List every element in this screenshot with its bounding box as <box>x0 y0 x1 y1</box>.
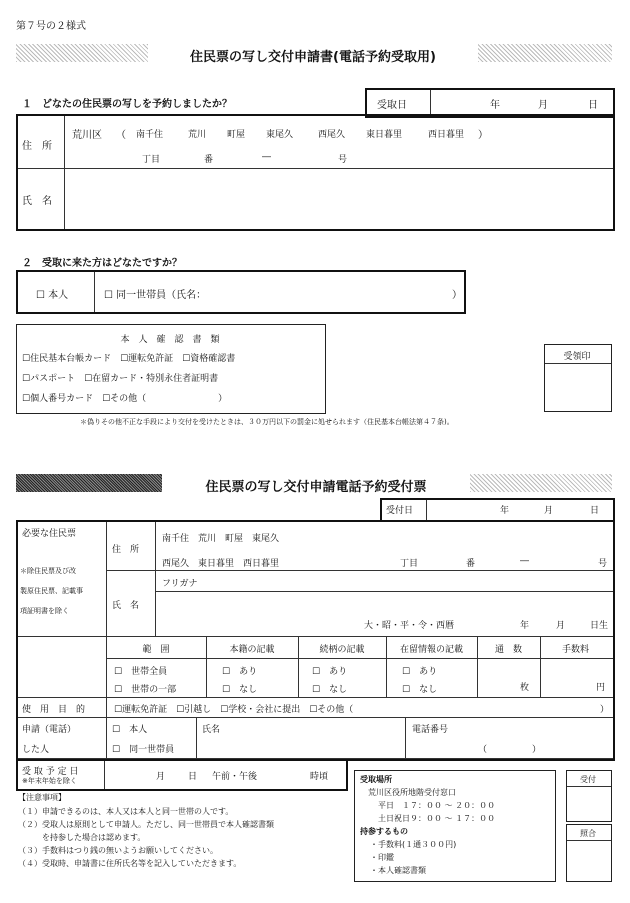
ban-label: 番 <box>204 155 214 165</box>
relation-no-checkbox[interactable]: ☐ なし <box>312 685 348 695</box>
slip-go-label: 号 <box>598 559 608 569</box>
slip-dash-label: ― <box>520 556 529 566</box>
paren-open: （ <box>116 130 126 141</box>
honseki-header: 本籍の記載 <box>229 645 275 655</box>
received-date-box <box>380 498 615 522</box>
town-option[interactable]: 荒川 <box>188 130 207 140</box>
receipt-stamp-label: 受領印 <box>563 352 591 362</box>
chome-label: 丁目 <box>142 155 161 165</box>
required-certificate-label: 必要な住民票 <box>22 529 77 539</box>
copies-header: 通 数 <box>494 645 522 655</box>
scheduled-month: 月 <box>156 772 166 782</box>
purpose-options[interactable]: ☐運転免許証 ☐引越し ☐学校・会社に提出 ☐その他（ <box>114 705 354 715</box>
id-documents-title: 本 人 確 認 書 類 <box>120 335 220 345</box>
town-option[interactable]: 東日暮里 <box>366 130 403 140</box>
note-item: （４）受取時、申請書に住所氏名等を記入していただきます。 <box>18 859 242 868</box>
go-label: 号 <box>338 155 348 165</box>
address-label: 住 所 <box>22 141 52 152</box>
exclusion-note: 項証明書を除く <box>20 607 69 615</box>
relation-header: 続柄の記載 <box>319 645 365 655</box>
phone-field[interactable]: （ ） <box>478 745 542 755</box>
honseki-no-checkbox[interactable]: ☐ なし <box>222 685 258 695</box>
town-option[interactable]: 町屋 <box>227 130 246 140</box>
slip-chome-label: 丁目 <box>400 559 419 569</box>
note-item: （２）受取人は原則として申請人。ただし、同一世帯員で本人確認書類 <box>18 820 274 829</box>
pickup-month: 月 <box>538 100 548 111</box>
pickup-year: 年 <box>490 100 500 111</box>
range-header: 範 囲 <box>142 645 170 655</box>
town-option[interactable]: 南千住 <box>136 130 164 140</box>
copies-unit: 枚 <box>520 683 530 693</box>
received-date-label: 受付日 <box>386 506 414 516</box>
title-hatch-left <box>16 474 162 492</box>
note-item: （１）申請できるのは、本人又は本人と同一世帯の人です。 <box>18 807 234 816</box>
applicant-name-label: 氏名 <box>202 725 221 735</box>
recipient-box <box>16 270 466 314</box>
note-item: （３）手数料はつり銭の無いようお願いしてください。 <box>18 846 218 855</box>
pickup-place-title: 受取場所 <box>360 775 392 784</box>
title-hatch-right <box>470 474 612 492</box>
id-documents-row-1[interactable]: ☐住民基本台帳カード ☐運転免許証 ☐資格確認書 <box>22 354 236 364</box>
residence-info-header: 在留情報の記載 <box>399 645 463 655</box>
scheduled-pickup-label: 受 取 予 定 日 <box>22 767 79 777</box>
scheduled-ampm[interactable]: 午前・午後 <box>212 772 258 782</box>
dash-label: ― <box>262 152 271 162</box>
bring-title: 持参するもの <box>360 827 408 836</box>
town-option[interactable]: 東尾久 <box>266 130 294 140</box>
town-option[interactable]: 西尾久 <box>318 130 346 140</box>
relation-yes-checkbox[interactable]: ☐ あり <box>312 667 348 677</box>
bring-item: ・本人確認書類 <box>370 866 426 875</box>
reception-stamp-label: 受付 <box>580 775 596 784</box>
applicant-self-checkbox[interactable]: ☐ 本人 <box>112 725 148 735</box>
furigana-label: フリガナ <box>162 579 198 589</box>
birth-year-label: 年 <box>520 621 530 631</box>
recipient-household-close: ） <box>452 290 462 301</box>
question-2: ２ 受取に来た方はどなたですか？ <box>22 258 182 269</box>
title-hatch-left <box>16 44 148 62</box>
scheduled-day: 日 <box>188 772 198 782</box>
applicant-label: 申請（電話） <box>22 725 77 735</box>
slip-address-label: 住 所 <box>112 545 140 555</box>
received-month: 月 <box>544 506 554 516</box>
recipient-household-checkbox[interactable]: ☐ 同一世帯員（氏名： <box>104 290 207 301</box>
slip-town-options-row-1[interactable]: 南千住 荒川 町屋 東尾久 <box>162 534 280 544</box>
verify-stamp-label: 照合 <box>580 829 596 838</box>
birth-era-options[interactable]: 大・昭・平・令・西暦 <box>364 621 455 631</box>
note-item: を持参した場合は認めます。 <box>18 833 146 842</box>
paren-close: ） <box>478 130 488 141</box>
birth-day-label: 日生 <box>590 621 609 631</box>
application-title: 住民票の写し交付申請書(電話予約受取用) <box>190 50 436 65</box>
notes-title: 【注意事項】 <box>18 793 66 802</box>
whole-household-checkbox[interactable]: ☐ 世帯全員 <box>114 667 168 677</box>
ward-name[interactable]: 荒川区 <box>72 130 102 141</box>
name-label: 氏 名 <box>22 196 52 207</box>
bring-item: ・印鑑 <box>370 853 394 862</box>
pickup-place: 荒川区役所地階受付窓口 <box>368 788 456 797</box>
purpose-label: 使 用 目 的 <box>22 705 86 715</box>
fee-unit: 円 <box>596 683 606 693</box>
slip-name-label: 氏 名 <box>112 601 140 611</box>
received-year: 年 <box>500 506 510 516</box>
honseki-yes-checkbox[interactable]: ☐ あり <box>222 667 258 677</box>
birth-month-label: 月 <box>556 621 566 631</box>
pickup-date-label: 受取日 <box>377 100 407 111</box>
exclusion-note: 製原住民票、記載事 <box>20 587 83 595</box>
penalty-warning: ＊偽りその他不正な手段により交付を受けたときは、３０万円以下の罰金に処せられます（住民基本台帳法第４７条)。 <box>80 418 454 426</box>
fee-header: 手数料 <box>561 645 589 655</box>
id-documents-row-2[interactable]: ☐パスポート ☐在留カード・特別永住者証明書 <box>22 374 219 384</box>
bring-item: ・手数料(１通３００円) <box>370 840 457 849</box>
phone-label: 電話番号 <box>412 725 449 735</box>
scheduled-pickup-note: ※年末年始を除く <box>22 777 77 785</box>
applicant-household-checkbox[interactable]: ☐ 同一世帯員 <box>112 745 175 755</box>
scheduled-hour: 時頃 <box>310 772 329 782</box>
form-number: 第７号の２様式 <box>16 21 86 32</box>
residence-yes-checkbox[interactable]: ☐ あり <box>402 667 438 677</box>
town-option[interactable]: 西日暮里 <box>428 130 465 140</box>
question-1: １ どなたの住民票の写しを予約しましたか？ <box>22 99 232 110</box>
exclusion-note: ＊除住民票及び改 <box>20 567 76 575</box>
slip-ban-label: 番 <box>466 559 476 569</box>
received-day: 日 <box>590 506 600 516</box>
slip-town-options-row-2[interactable]: 西尾久 東日暮里 西日暮里 <box>162 559 280 569</box>
partial-household-checkbox[interactable]: ☐ 世帯の一部 <box>114 685 177 695</box>
title-hatch-right <box>478 44 612 62</box>
applicant-label-2: した人 <box>22 745 50 755</box>
hours-weekday: 平日 １７：００ ～ ２０：００ <box>378 801 496 810</box>
reception-slip-title: 住民票の写し交付申請電話予約受付票 <box>205 480 427 495</box>
name-field[interactable] <box>66 170 610 226</box>
residence-no-checkbox[interactable]: ☐ なし <box>402 685 438 695</box>
id-documents-row-3[interactable]: ☐個人番号カード ☐その他（ ） <box>22 394 228 404</box>
purpose-close: ） <box>600 705 610 715</box>
recipient-self-checkbox[interactable]: ☐ 本人 <box>36 290 69 301</box>
hours-weekend: 土日祝日９：００ ～ １７：００ <box>378 814 496 823</box>
pickup-day: 日 <box>588 100 598 111</box>
